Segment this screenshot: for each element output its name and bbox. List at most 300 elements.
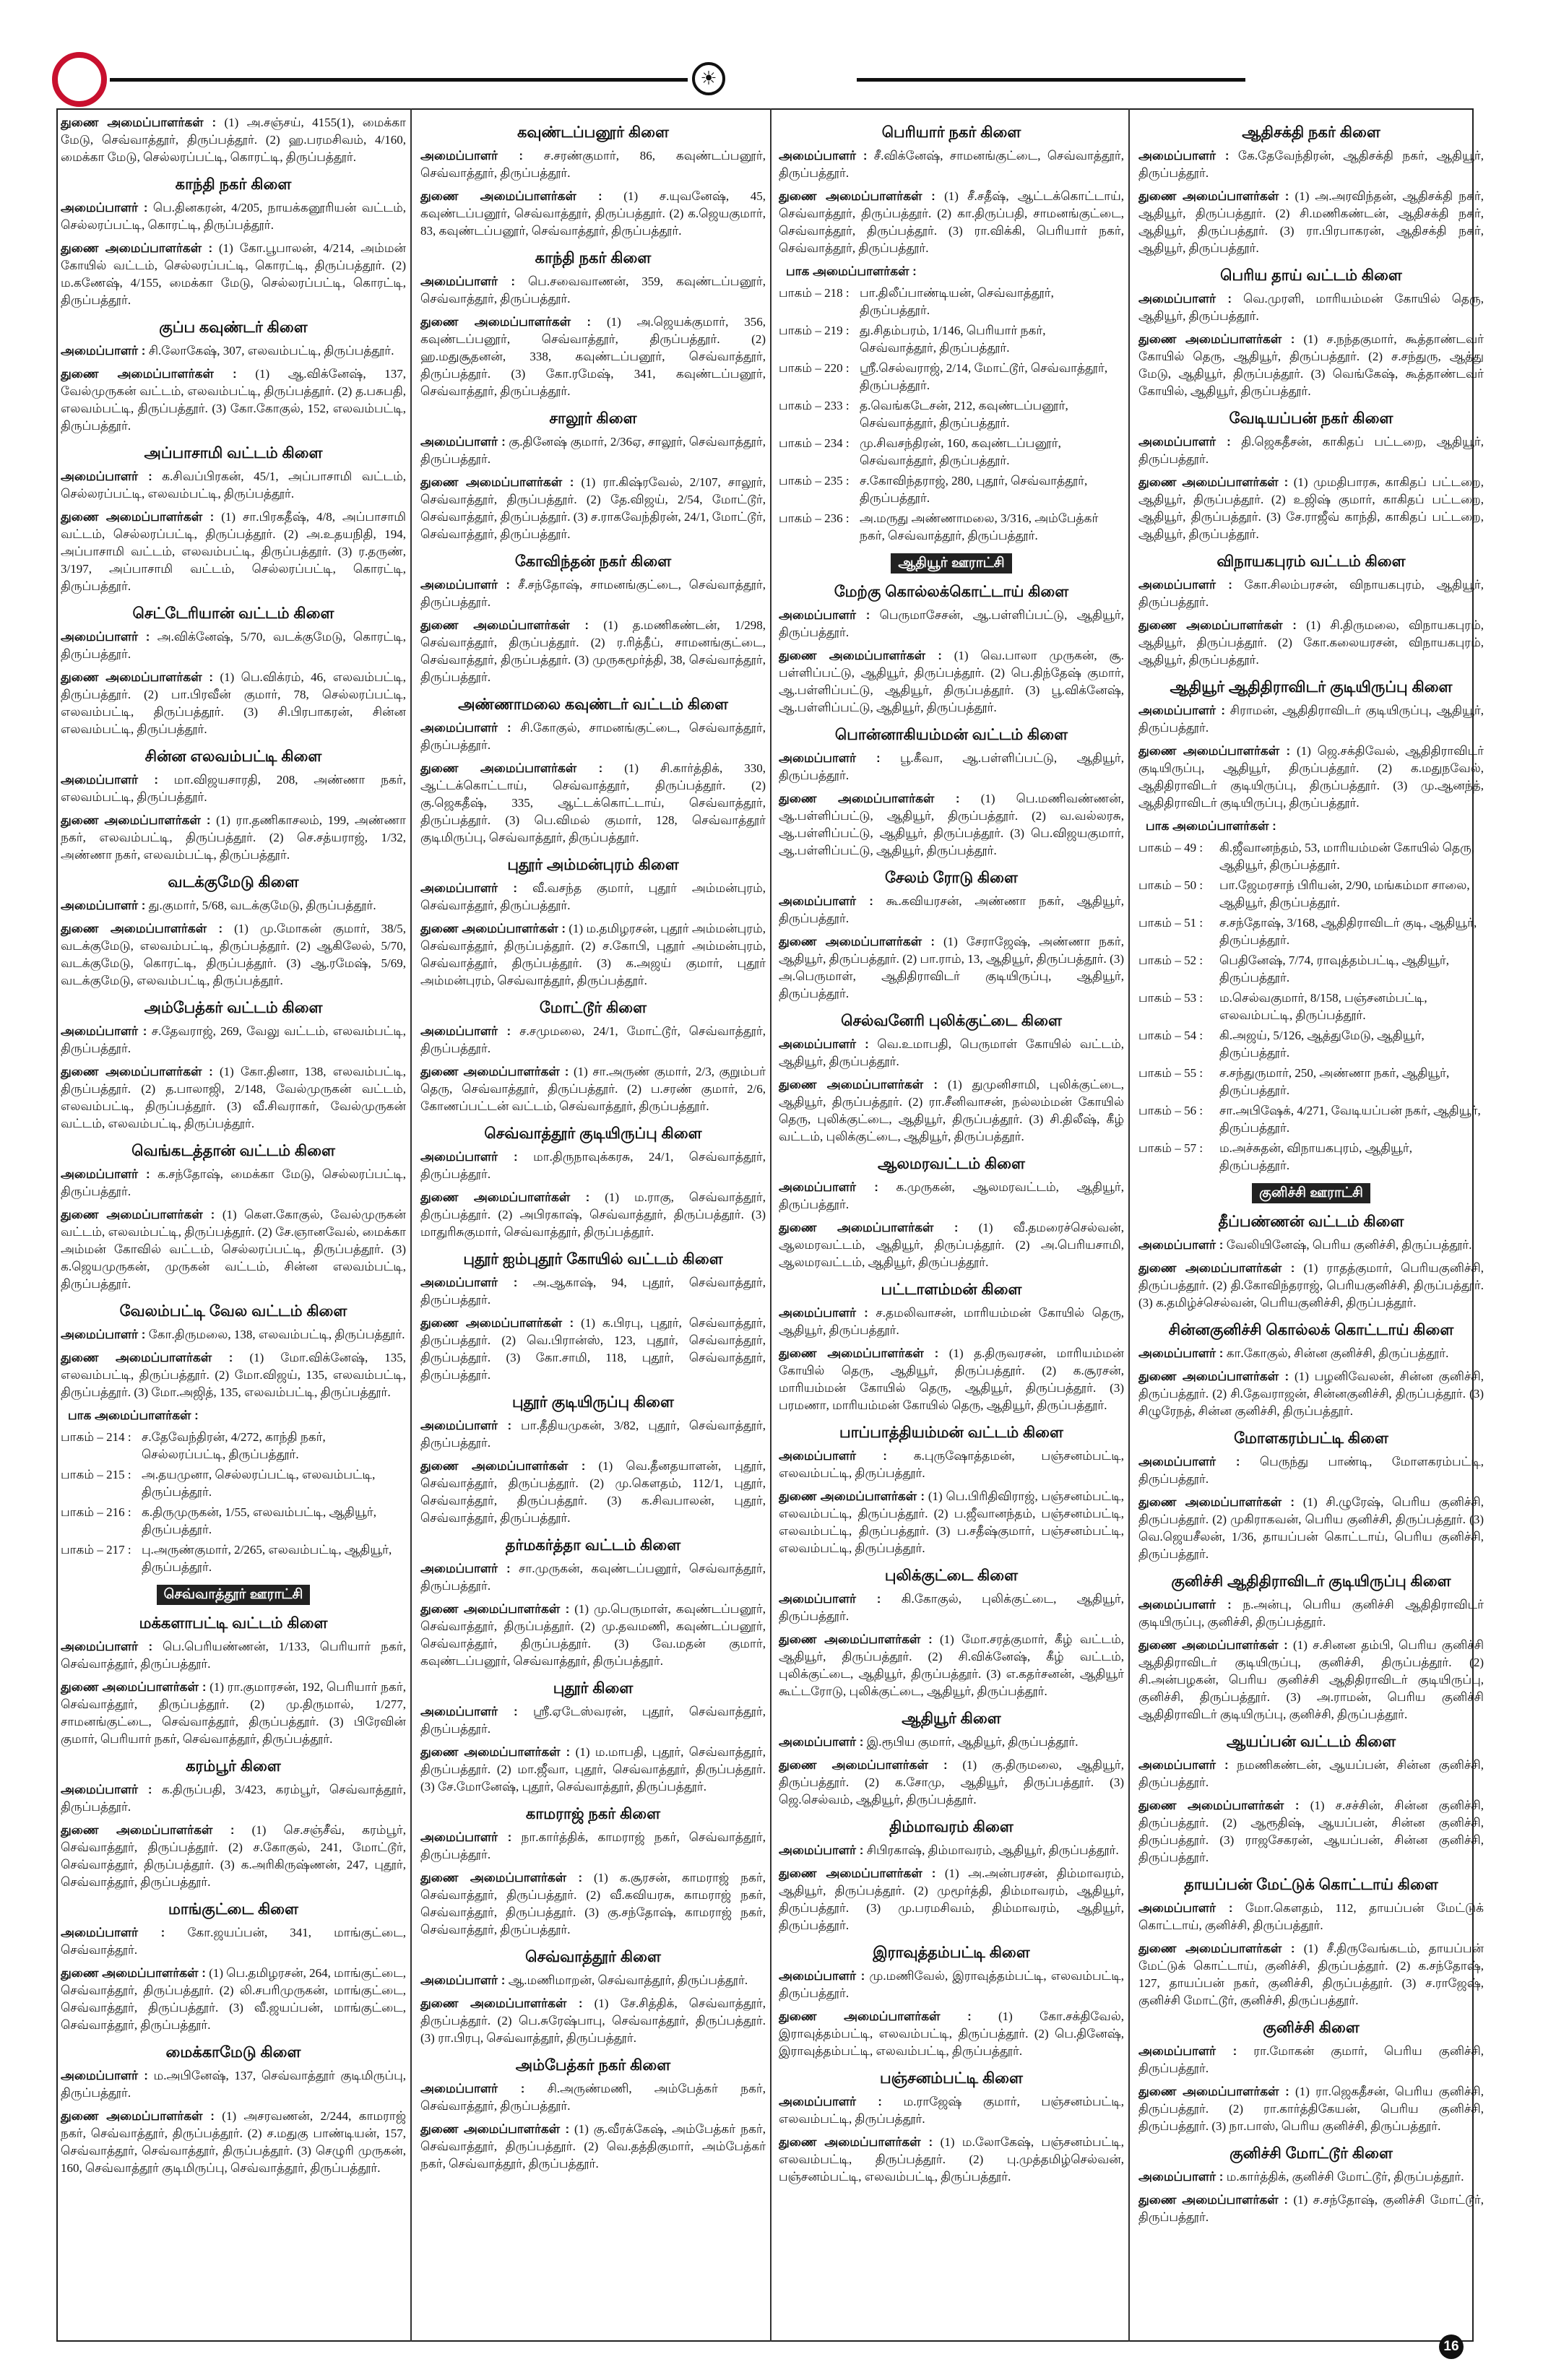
- role-label: அமைப்பாளர் :: [420, 1419, 512, 1432]
- booth-row: [1138, 1065, 1484, 1099]
- section-heading: சேலம் ரோடு கிளை: [884, 870, 1019, 886]
- role-label: அமைப்பாளர் :: [420, 149, 523, 163]
- role-label: துணை அமைப்பாளர்கள் :: [779, 1221, 959, 1234]
- role-label: துணை அமைப்பாளர்கள் :: [779, 189, 935, 203]
- member-details: (1) ரா.தணிகாசலம், 199, அண்ணா நகர், எலவம்பட்டி, திருப்பத்தூர். (2) செ.சத்யராஜ், 1/32, அண்ணா நகர், எலவம்பட்டி, திருப்பத்தூர்.: [61, 813, 406, 862]
- role-label: துணை அமைப்பாளர்கள் :: [61, 1823, 235, 1837]
- member-entry: [61, 812, 406, 864]
- role-label: அமைப்பாளர் :: [1138, 2170, 1224, 2184]
- section-heading: ஆயப்பன் வட்டம் கிளை: [1226, 1734, 1396, 1750]
- member-entry: [420, 1189, 766, 1241]
- member-details: (1) ச.சச்சின், சின்ன குனிச்சி, திருப்பத்தூர். (2) ஆரூதிஷ், ஆயப்பன், சின்ன குனிச்சி, திருப்பத்தூர். (3) ராஜசேகரன், ஆயப்பன், சின்ன குனிச்சி, திருப்பத்தூர்.: [1138, 1799, 1484, 1864]
- role-label: துணை அமைப்பாளர்கள் :: [420, 1459, 586, 1473]
- member-entry: [779, 1631, 1124, 1700]
- member-details: இ.ரூபிய குமார், ஆதியூர், திருப்பத்தூர்.: [866, 1735, 1079, 1749]
- role-label: துணை அமைப்பாளர்கள் :: [61, 1065, 213, 1078]
- booth-row: [779, 435, 1124, 469]
- booth-member: கி.அஜய், 5/126, ஆத்துமேடு, ஆதியூர், திருப்பத்தூர்.: [1219, 1029, 1425, 1060]
- member-entry: [61, 509, 406, 595]
- section-heading: காந்தி நகர் கிளை: [535, 250, 652, 267]
- member-details: அ.விக்னேஷ், 5/70, வடக்குமேடு, கொரட்டி, திருப்பத்தூர்.: [61, 630, 406, 661]
- role-label: துணை அமைப்பாளர்கள் :: [420, 922, 566, 935]
- booth-row: [61, 1541, 406, 1576]
- booth-member: ச.சந்துருமார், 250, அண்ணா நகர், ஆதியூர், திருப்பத்தூர்.: [1219, 1066, 1450, 1097]
- member-entry: [61, 1349, 406, 1401]
- member-entry: [420, 1023, 766, 1057]
- member-details: ச.சமுமலை, 24/1, மோட்டூர், செவ்வாத்தூர், திருப்பத்தூர்.: [420, 1024, 766, 1055]
- role-label: துணை அமைப்பாளர்கள் :: [1138, 2193, 1289, 2207]
- section-heading: வேலம்பட்டி வேல வட்டம் கிளை: [119, 1303, 347, 1320]
- member-details: (1) பெ.தமிழரசன், 264, மாங்குட்டை, செவ்வாத்தூர், திருப்பத்தூர். (2) லி.சபரிமுருகன், மாங்குட்டை, செவ்வாத்தூர், திருப்பத்தூர். (3) வீ.ஜயப்பன், மாங்குட்டை, செவ்வாத்தூர், திருப்பத்தூர்.: [61, 1966, 406, 2032]
- member-entry: [1138, 1757, 1484, 1791]
- member-details: (1) கு.வீரக்கேஷ், அம்பேத்கர் நகர், செவ்வாத்தூர், திருப்பத்தூர். (2) வெ.தத்திகுமார், அம்பேத்கர் நகர், செவ்வாத்தூர், திருப்பத்தூர்.: [420, 2122, 766, 2171]
- member-details: (1) ரா.கிஷ்ரவேல், 2/107, சாலூர், செவ்வாத்தூர், திருப்பத்தூர். (2) தே.விஜய், 2/54, மோட்டூர், செவ்வாத்தூர், திருப்பத்தூர். (3) ச.ராகவேந்திரன், 24/1, மோட்டூர், செவ்வாத்தூர், திருப்பத்தூர்.: [420, 475, 766, 541]
- role-label: அமைப்பாளர் :: [420, 1973, 506, 1987]
- member-entry: [420, 1995, 766, 2047]
- member-entry: [61, 468, 406, 503]
- booth-row: [1138, 1027, 1484, 1062]
- member-details: ம.கார்த்திக், குனிச்சி மோட்டூர், திருப்பத்தூர்.: [1226, 2170, 1464, 2184]
- section-heading: பட்டாளம்மன் கிளை: [881, 1281, 1022, 1298]
- booth-row: [1138, 914, 1484, 949]
- role-label: துணை அமைப்பாளர்கள் :: [61, 813, 211, 827]
- member-details: சா.முருகன், கவுண்டப்பனூர், செவ்வாத்தூர், திருப்பத்தூர்.: [420, 1562, 766, 1593]
- member-entry: [61, 240, 406, 309]
- subheading: பாக அமைப்பாளர்கள் :: [68, 1408, 199, 1422]
- member-details: (1) அ.ஜெயக்குமார், 356, கவுண்டப்பனூர், செவ்வாத்தூர், திருப்பத்தூர். (2) ஹ.மதுசூதனன், 338, கவுண்டப்பனூர், செவ்வாத்தூர், திருப்பத்தூர். (3) கோ.ரமேஷ், 341, கவுண்டப்பனூர், செவ்வாத்தூர், திருப்பத்தூர்.: [420, 315, 766, 398]
- section-heading: அம்பேத்கர் வட்டம் கிளை: [144, 1000, 323, 1016]
- member-details: (1) ம.ராகு, செவ்வாத்தூர், திருப்பத்தூர். (2) அபிரகாஷ், செவ்வாத்தூர், திருப்பத்தூர். (3) மாதுரிசுகுமார், செவ்வாத்தூர், திருப்பத்தூர்.: [420, 1190, 766, 1239]
- booth-number: பாகம் – 57 :: [1138, 1141, 1203, 1155]
- member-details: (1) துமுனிசாமி, புலிக்குட்டை, ஆதியூர், திருப்பத்தூர். (2) ரா.சீனிவாசன், நல்லம்மன் கோயில் தெரு, புலிக்குட்டை, ஆதியூர், திருப்பத்தூர். (3) சி.திலீஷ், கீழ் வட்டம், புலிக்குட்டை, ஆதியூர், திருப்பத்தூர்.: [779, 1078, 1124, 1143]
- member-details: பூ.கீவா, ஆ.பள்ளிப்பட்டு, ஆதியூர், திருப்பத்தூர்.: [779, 751, 1124, 782]
- role-label: துணை அமைப்பாளர்கள் :: [420, 1065, 569, 1078]
- booth-number: பாகம் – 214 :: [61, 1430, 131, 1444]
- section-heading: வேடியப்பன் நகர் கிளை: [1229, 410, 1393, 427]
- member-details: கோ.சிலம்பரசன், விநாயகபுரம், ஆதியூர், திருப்பத்தூர்.: [1138, 578, 1484, 609]
- role-label: துணை அமைப்பாளர்கள் :: [779, 1078, 938, 1091]
- member-details: (1) சா.அருண் குமார், 2/3, குறும்பர் தெரு, செவ்வாத்தூர், திருப்பத்தூர். (2) ப.சரண் குமார், 2/6, கோணப்பட்டன் வட்டம், செவ்வாத்தூர், திருப்பத்தூர்.: [420, 1065, 766, 1113]
- booth-member: து.சிதம்பரம், 1/146, பெரியார் நகர், செவ்வாத்தூர், திருப்பத்தூர்.: [860, 324, 1046, 355]
- role-label: துணை அமைப்பாளர்கள் :: [1138, 1261, 1295, 1275]
- member-entry: [1138, 290, 1484, 325]
- booth-member: ச.தேவேந்திரன், 4/272, காந்தி நகர், செல்லரப்பட்டி, திருப்பத்தூர்.: [142, 1430, 326, 1461]
- booth-member: பெதினேஷ், 7/74, ராவுத்தம்பட்டி, ஆதியூர், திருப்பத்தூர்.: [1219, 953, 1449, 985]
- section-heading: மாங்குட்டை கிளை: [168, 1901, 298, 1918]
- section-heading: கோவிந்தன் நகர் கிளை: [514, 553, 672, 570]
- member-details: ரா.மோகன் குமார், பெரிய குனிச்சி, திருப்பத்தூர்.: [1138, 2044, 1484, 2075]
- member-details: பெ.பெரியண்ணன், 1/133, பெரியார் நகர், செவ்வாத்தூர், திருப்பத்தூர்.: [61, 1640, 406, 1671]
- member-details: சி.அருண்மணி, அம்பேத்கர் நகர், செவ்வாத்தூர், திருப்பத்தூர்.: [420, 2082, 766, 2113]
- panchayat-banner-label: ஆதியூர் ஊராட்சி: [891, 553, 1011, 574]
- role-label: துணை அமைப்பாளர்கள் :: [1138, 618, 1297, 632]
- member-details: (1) சீ.சதீஷ், ஆட்டக்கொட்டாய், செவ்வாத்தூர், திருப்பத்தூர். (2) கா.திருப்பதி, சாமனங்குட்டை, செவ்வாத்தூர், திருப்பத்தூர். (3) ரா.விக்கி, பெரியார் நகர், செவ்வாத்தூர், திருப்பத்தூர்.: [779, 189, 1124, 255]
- member-details: (1) கோ.தினா, 138, எலவம்பட்டி, திருப்பத்தூர். (2) த.பாலாஜி, 2/148, வேல்முருகன் வட்டம், எலவம்பட்டி, திருப்பத்தூர். (3) வீ.சிவராகர், வேல்முருகன் வட்டம், எலவம்பட்டி, திருப்பத்தூர்.: [61, 1065, 406, 1130]
- member-entry: [1138, 1637, 1484, 1723]
- member-details: பெருமாசேசன், ஆ.பள்ளிப்பட்டு, ஆதியூர், திருப்பத்தூர்.: [779, 608, 1124, 639]
- column-1: [61, 114, 406, 2339]
- member-details: (1) சி.திருமலை, விநாயகபுரம், ஆதியூர், திருப்பத்தூர். (2) கோ.கலையரசன், விநாயகபுரம், ஆதியூர், திருப்பத்தூர்.: [1138, 618, 1484, 667]
- member-details: (1) முமதிபாரசு, காகிதப் பட்டறை, ஆதியூர், திருப்பத்தூர். (2) உஜிஷ் குமார், காகிதப் பட்டறை, ஆதியூர், திருப்பத்தூர். (3) சே.ராஜீவ் காந்தி, காகிதப் பட்டறை, ஆதியூர், திருப்பத்தூர்.: [1138, 475, 1484, 541]
- member-entry: [1138, 1900, 1484, 1934]
- role-label: துணை அமைப்பாளர்கள் :: [420, 1996, 583, 2010]
- member-entry: [779, 1448, 1124, 1482]
- member-entry: [1138, 1453, 1484, 1488]
- member-details: (1) த.திருவரசன், மாரியம்மன் கோயில் தெரு, ஆதியூர், திருப்பத்தூர். (2) க.சூரசன், மாரியம்மன் கோயில் தெரு, ஆதியூர், திருப்பத்தூர். (3) பரமணா, மாரியம்மன் கோயில் தெரு, ஆதியூர், திருப்பத்தூர்.: [779, 1346, 1124, 1412]
- member-entry: [779, 1219, 1124, 1271]
- booth-number: பாகம் – 54 :: [1138, 1029, 1203, 1042]
- section-heading: பொன்னாகியம்மன் வட்டம் கிளை: [834, 727, 1068, 743]
- role-label: துணை அமைப்பாளர்கள் :: [779, 1489, 925, 1503]
- member-entry: [420, 1972, 766, 1989]
- member-details: ச.தேவராஜ், 269, வேலு வட்டம், எலவம்பட்டி, திருப்பத்தூர்.: [61, 1024, 406, 1055]
- member-entry: [420, 147, 766, 182]
- member-details: க.புருஷோத்தமன், பஞ்சனம்பட்டி, எலவம்பட்டி, திருப்பத்தூர்.: [779, 1449, 1124, 1480]
- section-heading: குப்ப கவுண்டர் கிளை: [159, 319, 308, 336]
- section-heading: செவ்வாத்தூர் கிளை: [525, 1949, 661, 1965]
- booth-row: [1138, 1140, 1484, 1174]
- member-details: (1) வெ.தீனதயாளன், புதூர், செவ்வாத்தூர், திருப்பத்தூர். (2) மு.கௌதம், 112/1, புதூர், செவ்வாத்தூர், திருப்பத்தூர். (3) க.சிவபாலன், புதூர், செவ்வாத்தூர், திருப்பத்தூர்.: [420, 1459, 766, 1525]
- member-entry: [779, 1179, 1124, 1213]
- member-entry: [420, 760, 766, 847]
- booth-member: சா.அபிஷேக், 4/271, வேடியப்பன் நகர், ஆதியூர், திருப்பத்தூர்.: [1219, 1104, 1481, 1135]
- booth-number: பாகம் – 220 :: [779, 361, 850, 375]
- member-entry: [420, 1315, 766, 1384]
- member-details: சிராமன், ஆதிதிராவிடர் குடியிருப்பு, ஆதியூர், திருப்பத்தூர்.: [1138, 704, 1484, 735]
- member-details: கா.கோகுல், சின்ன குனிச்சி, திருப்பத்தூர்.: [1226, 1346, 1449, 1360]
- role-label: அமைப்பாளர் :: [779, 2095, 882, 2108]
- section-heading: இராவுத்தம்பட்டி கிளை: [873, 1944, 1030, 1961]
- member-entry: [779, 1488, 1124, 1557]
- booth-number: பாகம் – 56 :: [1138, 1104, 1203, 1117]
- role-label: அமைப்பாளர் :: [1138, 1455, 1240, 1468]
- member-details: (1) சீ.திருவேங்கடம், தாயப்பன் மேட்டுக் கொட்டாய், குனிச்சி, திருப்பத்தூர். (2) க.சந்தோஷ், 127, தாயப்பன் நகர், குனிச்சி, திருப்பத்தூர். (3) ச.ராஜேஷ், குனிச்சி மோட்டூர், குனிச்சி, திருப்பத்தூர்.: [1138, 1942, 1484, 2007]
- booth-row: [779, 397, 1124, 432]
- member-entry: [420, 1560, 766, 1595]
- role-label: துணை அமைப்பாளர்கள் :: [61, 367, 237, 381]
- booth-row: [61, 1466, 406, 1501]
- role-label: அமைப்பாளர் :: [779, 1449, 887, 1463]
- role-label: துணை அமைப்பாளர்கள் :: [1138, 1942, 1295, 1955]
- member-entry: [420, 1148, 766, 1183]
- member-details: கூ.கவியரசன், அண்ணா நகர், ஆதியூர், திருப்பத்தூர்.: [779, 894, 1124, 925]
- booth-member: பா.திலீப்பாண்டியன், செவ்வாத்தூர், திருப்பத்தூர்.: [860, 286, 1054, 317]
- section-heading: செவ்வாத்தூர் குடியிருப்பு கிளை: [484, 1125, 702, 1142]
- role-label: துணை அமைப்பாளர்கள் :: [420, 1316, 574, 1330]
- member-details: (1) ச.யுவனேஷ், 45, கவுண்டப்பனூர், செவ்வாத்தூர், திருப்பத்தூர். (2) க.ஜெயகுமார், 83, கவுண்டப்பனூர், செவ்வாத்தூர், திருப்பத்தூர்.: [420, 189, 766, 238]
- member-details: ந.அன்பு, பெரிய குனிச்சி ஆதிதிராவிடர் குடியிருப்பு, குனிச்சி, திருப்பத்தூர்.: [1138, 1598, 1484, 1629]
- role-label: துணை அமைப்பாளர்கள் :: [779, 2135, 933, 2149]
- role-label: அமைப்பாளர் :: [420, 274, 516, 288]
- member-entry: [779, 1842, 1124, 1859]
- member-entry: [779, 1304, 1124, 1339]
- role-label: துணை அமைப்பாளர்கள் :: [61, 116, 217, 129]
- member-details: கு.தினேஷ் குமார், 2/36ஏ, சாலூர், செவ்வாத்தூர், திருப்பத்தூர்.: [420, 435, 766, 466]
- member-details: ம.அபினேஷ், 137, செவ்வாத்தூர் குடிமிருப்பு, திருப்பத்தூர்.: [61, 2069, 406, 2100]
- role-label: துணை அமைப்பாளர்கள் :: [420, 1871, 583, 1884]
- member-details: (1) அசரவணன், 2/244, காமராஜ் நகர், செவ்வாத்தூர், திருப்பத்தூர். (2) ச.மதுகு பாண்டியன், 157, செவ்வாத்தூர், செவ்வாத்தூர், திருப்பத்தூர். (3) செழுரி முருகன், 160, செவ்வாத்தூர் குடிமிருப்பு, செவ்வாத்தூர், திருப்பத்தூர்.: [61, 2109, 406, 2175]
- member-entry: [420, 1829, 766, 1864]
- role-label: அமைப்பாளர் :: [1138, 435, 1231, 449]
- role-label: அமைப்பாளர் :: [1138, 1901, 1233, 1915]
- role-label: துணை அமைப்பாளர்கள் :: [420, 1745, 571, 1759]
- booth-member: ம.அச்சுதன், விநாயகபுரம், ஆதியூர், திருப்பத்தூர்.: [1219, 1141, 1412, 1172]
- role-label: அமைப்பாளர் :: [420, 721, 511, 735]
- member-details: வெ.உமாபதி, பெருமாள் கோயில் வட்டம், ஆதியூர், திருப்பத்தூர்.: [779, 1037, 1124, 1068]
- member-entry: [420, 576, 766, 611]
- member-details: (1) த.மணிகண்டன், 1/298, செவ்வாத்தூர், திருப்பத்தூர். (2) ர.ரித்தீப், சாமனங்குட்டை, செவ்வாத்தூர், திருப்பத்தூர். (3) முருகமூர்த்தி, 38, செவ்வாத்தூர், திருப்பத்தூர்.: [420, 618, 766, 684]
- rising-sun-emblem-icon: ☀: [692, 62, 725, 95]
- member-entry: [1138, 1797, 1484, 1866]
- member-details: சீ.விக்னேஷ், சாமனங்குட்டை, செவ்வாத்தூர், திருப்பத்தூர்.: [779, 149, 1124, 180]
- member-details: (1) ஜெ.சக்திவேல், ஆதிதிராவிடர் குடியிருப்பு, ஆதியூர், திருப்பத்தூர். (2) க.மதுநவேல், ஆதிதிராவிடர் குடியிருப்பு, திருப்பத்தூர். (3) மு.ஆனந்த், ஆதிதிராவிடர் குடியிருப்பு, திருப்பத்தூர்.: [1138, 744, 1484, 810]
- role-label: அமைப்பாளர் :: [1138, 1598, 1232, 1611]
- panchayat-banner: [779, 553, 1124, 574]
- member-details: (1) ச.சினன தம்பி, பெரிய குனிச்சி ஆதிதிராவிடர் குடியிருப்பு, குனிச்சி, திருப்பத்தூர். (2) சி.அன்பழகன், பெரிய குனிச்சி ஆதிதிராவிடர் குடியிருப்பு, குனிச்சி, திருப்பத்தூர். (3) அ.ராமன், பெரிய குனிச்சி ஆதிதிராவிடர் குடியிருப்பு, குனிச்சி, திருப்பத்தூர்.: [1138, 1638, 1484, 1721]
- member-entry: [61, 1638, 406, 1673]
- member-details: சி.லோகேஷ், 307, எலவம்பட்டி, திருப்பத்தூர்.: [148, 344, 394, 358]
- member-entry: [420, 920, 766, 990]
- member-entry: [420, 273, 766, 308]
- member-entry: [61, 1924, 406, 1959]
- member-details: கோ.ஜயப்பன், 341, மாங்குட்டை, செவ்வாத்தூர்.: [61, 1926, 406, 1957]
- member-details: (1) மோ.சரத்குமார், கீழ் வட்டம், ஆதியூர், திருப்பத்தூர். (2) சி.விக்னேஷ், கீழ் வட்டம், புலிக்குட்டை, ஆதியூர், திருப்பத்தூர். (3) எ.கதர்சனன், ஆதியூர் கூட்டரோடு, புலிக்குட்டை, ஆதியூர், திருப்பத்தூர்.: [779, 1632, 1124, 1698]
- section-heading: பஞ்சனம்பட்டி கிளை: [880, 2070, 1023, 2087]
- member-details: (1) அ.அரவிந்தன், ஆதிசக்தி நகர், ஆதியூர், திருப்பத்தூர். (2) சி.மணிகண்டன், ஆதிசக்தி நகர், ஆதியூர், திருப்பத்தூர். (3) ரா.பிரபாகரன், ஆதிசக்தி நகர், ஆதியூர், திருப்பத்தூர்.: [1138, 189, 1484, 255]
- role-label: துணை அமைப்பாளர்கள் :: [420, 1602, 570, 1616]
- member-entry: [779, 2134, 1124, 2186]
- booth-member: அ.தயமுனா, செல்லரப்பட்டி, எலவம்பட்டி, திருப்பத்தூர்.: [142, 1468, 376, 1499]
- member-entry: [420, 2121, 766, 2173]
- booth-member: கி.ஜீவானந்தம், 53, மாரியம்மன் கோயில் தெரு, ஆதியூர், திருப்பத்தூர்.: [1219, 841, 1475, 872]
- member-entry: [61, 365, 406, 435]
- member-entry: [61, 771, 406, 806]
- member-details: (1) சா.பிரகதீஷ், 4/8, அப்பாசாமி வட்டம், செல்லரப்பட்டி, திருப்பத்தூர். (2) அ.உதயநிதி, 194, அப்பாசாமி வட்டம், எலவம்பட்டி, திருப்பத்தூர். (3) ர.தருண், 3/197, அப்பாசாமி வட்டம், செல்லரப்பட்டி, கொரட்டி, திருப்பத்தூர்.: [61, 510, 406, 593]
- role-label: துணை அமைப்பாளர்கள் :: [1138, 1369, 1289, 1383]
- section-heading: தாயப்பன் மேட்டுக் கொட்டாய் கிளை: [1184, 1877, 1438, 1893]
- role-label: அமைப்பாளர் :: [1138, 578, 1232, 592]
- booth-member: க.திருமுருகன், 1/55, எலவம்பட்டி, ஆதியூர், திருப்பத்தூர்.: [142, 1505, 376, 1536]
- role-label: அமைப்பாளர் :: [61, 201, 148, 215]
- member-entry: [61, 669, 406, 738]
- member-details: மா.விஜயசாரதி, 208, அண்ணா நகர், எலவம்பட்டி, திருப்பத்தூர்.: [61, 773, 406, 804]
- member-details: (1) கோ.சக்திவேல், இராவுத்தம்பட்டி, எலவம்பட்டி, திருப்பத்தூர். (2) பெ.தினேஷ், இராவுத்தம்பட்டி, எலவம்பட்டி, திருப்பத்தூர்.: [779, 2009, 1124, 2058]
- section-heading: புதூர் ஐம்புதூர் கோயில் வட்டம் கிளை: [463, 1251, 723, 1268]
- role-label: அமைப்பாளர் :: [779, 1969, 865, 1983]
- member-entry: [1138, 331, 1484, 400]
- role-label: துணை அமைப்பாளர்கள் :: [1138, 744, 1291, 758]
- member-entry: [1138, 1345, 1484, 1362]
- member-details: (1) வீ.தமரைச்செல்வன், ஆலமரவட்டம், ஆதியூர், திருப்பத்தூர். (2) அ.பெரியசாமி, ஆலமரவட்டம், ஆதியூர், திருப்பத்தூர்.: [779, 1221, 1124, 1269]
- role-label: துணை அமைப்பாளர்கள் :: [61, 1680, 207, 1694]
- member-entry: [420, 313, 766, 400]
- role-label: அமைப்பாளர் :: [779, 1735, 864, 1749]
- member-entry: [61, 1166, 406, 1200]
- member-entry: [1138, 1596, 1484, 1631]
- booth-number: பாகம் – 52 :: [1138, 953, 1203, 967]
- section-heading: பெரிய தாய் வட்டம் கிளை: [1220, 267, 1402, 284]
- member-entry: [61, 628, 406, 663]
- member-details: (1) மு.பெருமாள், கவுண்டப்பனூர், செவ்வாத்தூர், திருப்பத்தூர். (2) மு.தவமணி, கவுண்டப்பனூர், செவ்வாத்தூர், திருப்பத்தூர். (3) வே.மதன் குமார், கவுண்டப்பனூர், செவ்வாத்தூர், திருப்பத்தூர்.: [420, 1602, 766, 1668]
- member-entry: [779, 1036, 1124, 1070]
- role-label: துணை அமைப்பாளர்கள் :: [779, 1632, 933, 1646]
- role-label: அமைப்பாளர் :: [1138, 1346, 1224, 1360]
- member-details: (1) பெ.விக்ரம், 46, எலவம்பட்டி, திருப்பத்தூர். (2) பா.பிரவீன் குமார், 78, செல்லரப்பட்டி, எலவம்பட்டி, திருப்பத்தூர். (3) சி.பிரபாகரன், சின்ன எலவம்பட்டி, திருப்பத்தூர்.: [61, 670, 406, 736]
- member-details: (1) கு.திருமலை, ஆதியூர், திருப்பத்தூர். (2) க.சோமு, ஆதியூர், திருப்பத்தூர். (3) ஜெ.செல்வம், ஆதியூர், திருப்பத்தூர்.: [779, 1758, 1124, 1806]
- role-label: துணை அமைப்பாளர்கள் :: [1138, 332, 1295, 346]
- member-entry: [779, 1591, 1124, 1625]
- member-details: வெ.முரளி, மாரியம்மன் கோயில் தெரு, ஆதியூர், திருப்பத்தூர்.: [1138, 292, 1484, 323]
- member-entry: [420, 188, 766, 240]
- role-label: துணை அமைப்பாளர்கள் :: [779, 649, 942, 662]
- member-details: (1) ச.சந்தோஷ், குனிச்சி மோட்டூர், திருப்பத்தூர்.: [1138, 2193, 1484, 2224]
- role-label: துணை அமைப்பாளர்கள் :: [1138, 1799, 1300, 1812]
- member-details: (1) ம.தமிழரசன், புதூர் அம்மன்புரம், செவ்வாத்தூர், திருப்பத்தூர். (2) ச.கோபி, புதூர் அம்மன்புரம், செவ்வாத்தூர், திருப்பத்தூர். (3) க.அஜய் குமார், புதூர் அம்மன்புரம், செவ்வாத்தூர், திருப்பத்தூர்.: [420, 922, 766, 987]
- role-label: அமைப்பாளர் :: [1138, 704, 1225, 717]
- page-number: 16: [1439, 2334, 1464, 2359]
- member-entry: [1138, 474, 1484, 543]
- member-entry: [420, 1417, 766, 1452]
- column-divider: [410, 108, 412, 2342]
- member-entry: [420, 719, 766, 754]
- member-entry: [1138, 1940, 1484, 2009]
- section-heading: மேற்கு கொல்லக்கொட்டாய் கிளை: [834, 584, 1069, 600]
- member-entry: [420, 617, 766, 686]
- member-entry: [61, 897, 406, 914]
- member-entry: [420, 1703, 766, 1738]
- member-entry: [61, 342, 406, 360]
- member-details: (1) வெ.பாலா முருகன், சூ. பள்ளிப்பட்டு, ஆதியூர், திருப்பத்தூர். (2) பெ.திந்தேஷ் குமார், ஆ.பள்ளிப்பட்டு, ஆதியூர், திருப்பத்தூர். (3) பூ.விக்னேஷ், ஆ.பள்ளிப்பட்டு, ஆதியூர், திருப்பத்தூர்.: [779, 649, 1124, 714]
- member-details: வீ.வசந்த குமார், புதூர் அம்மன்புரம், செவ்வாத்தூர், திருப்பத்தூர்.: [420, 881, 766, 912]
- subheading: பாக அமைப்பாளர்கள் :: [1146, 819, 1276, 833]
- member-details: ச.தமலிவாசன், மாரியம்மன் கோயில் தெரு, ஆதியூர், திருப்பத்தூர்.: [779, 1306, 1124, 1337]
- member-entry: [61, 1679, 406, 1748]
- member-entry: [420, 1063, 766, 1115]
- member-entry: [420, 1601, 766, 1670]
- member-details: (1) கோ.பூபாலன், 4/214, அம்மன் கோயில் வட்டம், செல்லரப்பட்டி, கொரட்டி, திருப்பத்தூர். (2) ம.கணேஷ், 4/155, மைக்கா மேடு, செல்லரப்பட்டி, கொரட்டி, திருப்பத்தூர்.: [61, 241, 406, 307]
- booth-row: [1138, 839, 1484, 874]
- role-label: அமைப்பாளர் :: [61, 1167, 150, 1181]
- role-label: துணை அமைப்பாளர்கள் :: [779, 1346, 939, 1360]
- member-entry: [779, 750, 1124, 784]
- role-label: அமைப்பாளர் :: [420, 881, 518, 895]
- role-label: அமைப்பாளர் :: [1138, 149, 1229, 163]
- member-details: க.சிவப்பிரகன், 45/1, அப்பாசாமி வட்டம், செல்லரப்பட்டி, எலவம்பட்டி, திருப்பத்தூர்.: [61, 469, 406, 501]
- role-label: அமைப்பாளர் :: [61, 1783, 152, 1796]
- member-entry: [1138, 1237, 1484, 1254]
- role-label: அமைப்பாளர் :: [61, 2069, 148, 2082]
- member-details: (1) செ.சஞ்சீவ், கரம்பூர், செவ்வாத்தூர், திருப்பத்தூர். (2) ச.கோகுல், 241, மோட்டூர், செவ்வாத்தூர், திருப்பத்தூர். (3) க.அரிகிருஷ்ணன், 247, புதூர், செவ்வாத்தூர், திருப்பத்தூர்.: [61, 1823, 406, 1889]
- member-details: (1) ஆ.விக்னேஷ், 137, வேல்முருகன் வட்டம், எலவம்பட்டி, திருப்பத்தூர். (2) த.பசுபதி, எலவம்பட்டி, திருப்பத்தூர். (3) கோ.கோகுல், 152, எலவம்பட்டி, திருப்பத்தூர்.: [61, 367, 406, 433]
- member-details: து.குமார், 5/68, வடக்குமேடு, திருப்பத்தூர்.: [148, 899, 376, 912]
- member-entry: [420, 1274, 766, 1309]
- role-label: அமைப்பாளர் :: [779, 1592, 881, 1606]
- section-heading: வெங்கடத்தான் வட்டம் கிளை: [131, 1143, 335, 1159]
- role-label: அமைப்பாளர் :: [61, 1640, 153, 1653]
- section-heading: புதூர் கிளை: [553, 1680, 634, 1697]
- member-details: மா.திருநாவுக்கரசு, 24/1, செவ்வாத்தூர், திருப்பத்தூர்.: [420, 1150, 766, 1181]
- member-details: (1) க.பிரபு, புதூர், செவ்வாத்தூர், திருப்பத்தூர். (2) வெ.பிரான்ஸ், 123, புதூர், செவ்வாத்தூர், திருப்பத்தூர். (3) கோ.சாமி, 118, புதூர், செவ்வாத்தூர், திருப்பத்தூர்.: [420, 1316, 766, 1382]
- member-details: (1) ம.மாபதி, புதூர், செவ்வாத்தூர், திருப்பத்தூர். (2) மா.ஜீவா, புதூர், செவ்வாத்தூர், திருப்பத்தூர். (3) சே.மோனேஷ், புதூர், செவ்வாத்தூர், திருப்பத்தூர்.: [420, 1745, 766, 1793]
- booth-row: [1138, 990, 1484, 1024]
- role-label: துணை அமைப்பாளர்கள் :: [1138, 475, 1289, 489]
- member-details: (1) ரா.ஜெகதீசன், பெரிய குனிச்சி, திருப்பத்தூர். (2) ரா.கார்த்திகேயன், பெரிய குனிச்சி, திருப்பத்தூர். (3) நா.பாஸ், பெரிய குனிச்சி, திருப்பத்தூர்.: [1138, 2085, 1484, 2133]
- header-rule-right: [857, 78, 1245, 82]
- section-heading: புதூர் குடியிருப்பு கிளை: [512, 1394, 674, 1411]
- section-heading: சின்ன எலவம்பட்டி கிளை: [144, 748, 322, 765]
- role-label: துணை அமைப்பாளர்கள் :: [61, 1351, 233, 1364]
- member-details: நமணிகண்டன், ஆயப்பன், சின்ன குனிச்சி, திருப்பத்தூர்.: [1138, 1758, 1484, 1789]
- member-entry: [1138, 576, 1484, 611]
- role-label: துணை அமைப்பாளர்கள் :: [61, 1208, 215, 1221]
- member-details: கே.தேவேந்திரன், ஆதிசக்தி நகர், ஆதியூர், திருப்பத்தூர்.: [1138, 149, 1484, 180]
- section-heading: காமராஜ் நகர் கிளை: [525, 1806, 661, 1822]
- member-details: க.திருப்பதி, 3/423, கரம்பூர், செவ்வாத்தூர், திருப்பத்தூர்.: [61, 1783, 406, 1814]
- member-entry: [1138, 2083, 1484, 2135]
- section-heading: மோளகரம்பட்டி கிளை: [1234, 1430, 1388, 1447]
- member-details: க.முருகன், ஆலமரவட்டம், ஆதியூர், திருப்பத்தூர்.: [779, 1180, 1124, 1211]
- booth-number: பாகம் – 235 :: [779, 474, 850, 488]
- booth-member: அ.மருது அண்ணாமலை, 3/316, அம்பேத்கர் நகர், செவ்வாத்தூர், திருப்பத்தூர்.: [860, 511, 1099, 542]
- booth-member: ம.செல்வகுமார், 8/158, பஞ்சனம்பட்டி, எலவம்பட்டி, திருப்பத்தூர்.: [1219, 991, 1427, 1022]
- booth-row: [779, 510, 1124, 545]
- section-heading: ஆலமரவட்டம் கிளை: [877, 1156, 1026, 1172]
- member-entry: [1138, 617, 1484, 669]
- member-details: (1) அ.அன்பரசன், திம்மாவரம், ஆதியூர், திருப்பத்தூர். (2) முமூர்த்தி, திம்மாவரம், ஆதியூர், திருப்பத்தூர். (3) மு.பரமசிவம், திம்மாவரம், ஆதியூர், திருப்பத்தூர்.: [779, 1866, 1124, 1932]
- member-entry: [779, 647, 1124, 717]
- section-heading: மக்களாபட்டி வட்டம் கிளை: [139, 1615, 328, 1632]
- member-details: தி.ஜெகதீசன், காகிதப் பட்டறை, ஆதியூர், திருப்பத்தூர்.: [1138, 435, 1484, 466]
- role-label: துணை அமைப்பாளர்கள் :: [61, 241, 213, 255]
- booth-number: பாகம் – 215 :: [61, 1468, 131, 1481]
- member-entry: [779, 1734, 1124, 1751]
- panchayat-banner-label: செவ்வாத்தூர் ஊராட்சி: [157, 1585, 311, 1605]
- booth-member: பா.ஜேமரசாந் பிரியன், 2/90, மங்கம்மா சாலை, ஆதியூர், திருப்பத்தூர்.: [1219, 878, 1470, 909]
- booth-member: ச.கோவிந்தராஜ், 280, புதூர், செவ்வாத்தூர், திருப்பத்தூர்.: [860, 474, 1088, 505]
- role-label: அமைப்பாளர் :: [779, 1843, 864, 1857]
- member-entry: [61, 2067, 406, 2102]
- member-entry: [779, 607, 1124, 641]
- booth-number: பாகம் – 55 :: [1138, 1066, 1203, 1080]
- member-details: (1) பழனிவேலன், சின்ன குனிச்சி, திருப்பத்தூர். (2) சி.தேவராஜன், சின்னகுனிச்சி, திருப்பத்தூர். (3) சிழுரேநத், சின்ன குனிச்சி, திருப்பத்தூர்.: [1138, 1369, 1484, 1418]
- member-entry: [61, 114, 406, 166]
- member-entry: [1138, 1368, 1484, 1420]
- member-entry: [61, 1822, 406, 1891]
- role-label: துணை அமைப்பாளர்கள் :: [420, 475, 574, 489]
- member-details: நா.கார்த்திக், காமராஜ் நகர், செவ்வாத்தூர், திருப்பத்தூர்.: [420, 1830, 766, 1861]
- member-details: சிபிரகாஷ், திம்மாவரம், ஆதியூர், திருப்பத்தூர்.: [866, 1843, 1119, 1857]
- booth-member: ச.சந்தோஷ், 3/168, ஆதிதிராவிடர் குடி, ஆதியூர், திருப்பத்தூர்.: [1219, 916, 1477, 947]
- role-label: அமைப்பாளர் :: [61, 1024, 147, 1038]
- booth-number: பாகம் – 236 :: [779, 511, 850, 525]
- panchayat-banner: [61, 1585, 406, 1605]
- member-entry: [779, 933, 1124, 1003]
- member-entry: [779, 188, 1124, 257]
- role-label: அமைப்பாளர் :: [779, 149, 868, 163]
- member-entry: [1138, 743, 1484, 812]
- panchayat-banner-label: குனிச்சி ஊராட்சி: [1252, 1183, 1370, 1203]
- member-entry: [61, 199, 406, 234]
- member-details: (1) ம.லோகேஷ், பஞ்சனம்பட்டி, எலவம்பட்டி, திருப்பத்தூர். (2) பு.முத்தமிழ்செல்வன், பஞ்சனம்பட்டி, எலவம்பட்டி, திருப்பத்தூர்.: [779, 2135, 1124, 2184]
- role-label: அமைப்பாளர் :: [779, 608, 870, 622]
- booth-number: பாகம் – 216 :: [61, 1505, 131, 1519]
- role-label: துணை அமைப்பாளர்கள் :: [61, 670, 214, 684]
- member-entry: [1138, 2043, 1484, 2077]
- role-label: அமைப்பாளர் :: [1138, 1238, 1224, 1252]
- role-label: துணை அமைப்பாளர்கள் :: [779, 935, 935, 948]
- member-entry: [779, 1757, 1124, 1809]
- section-heading: திம்மாவரம் கிளை: [889, 1819, 1013, 1835]
